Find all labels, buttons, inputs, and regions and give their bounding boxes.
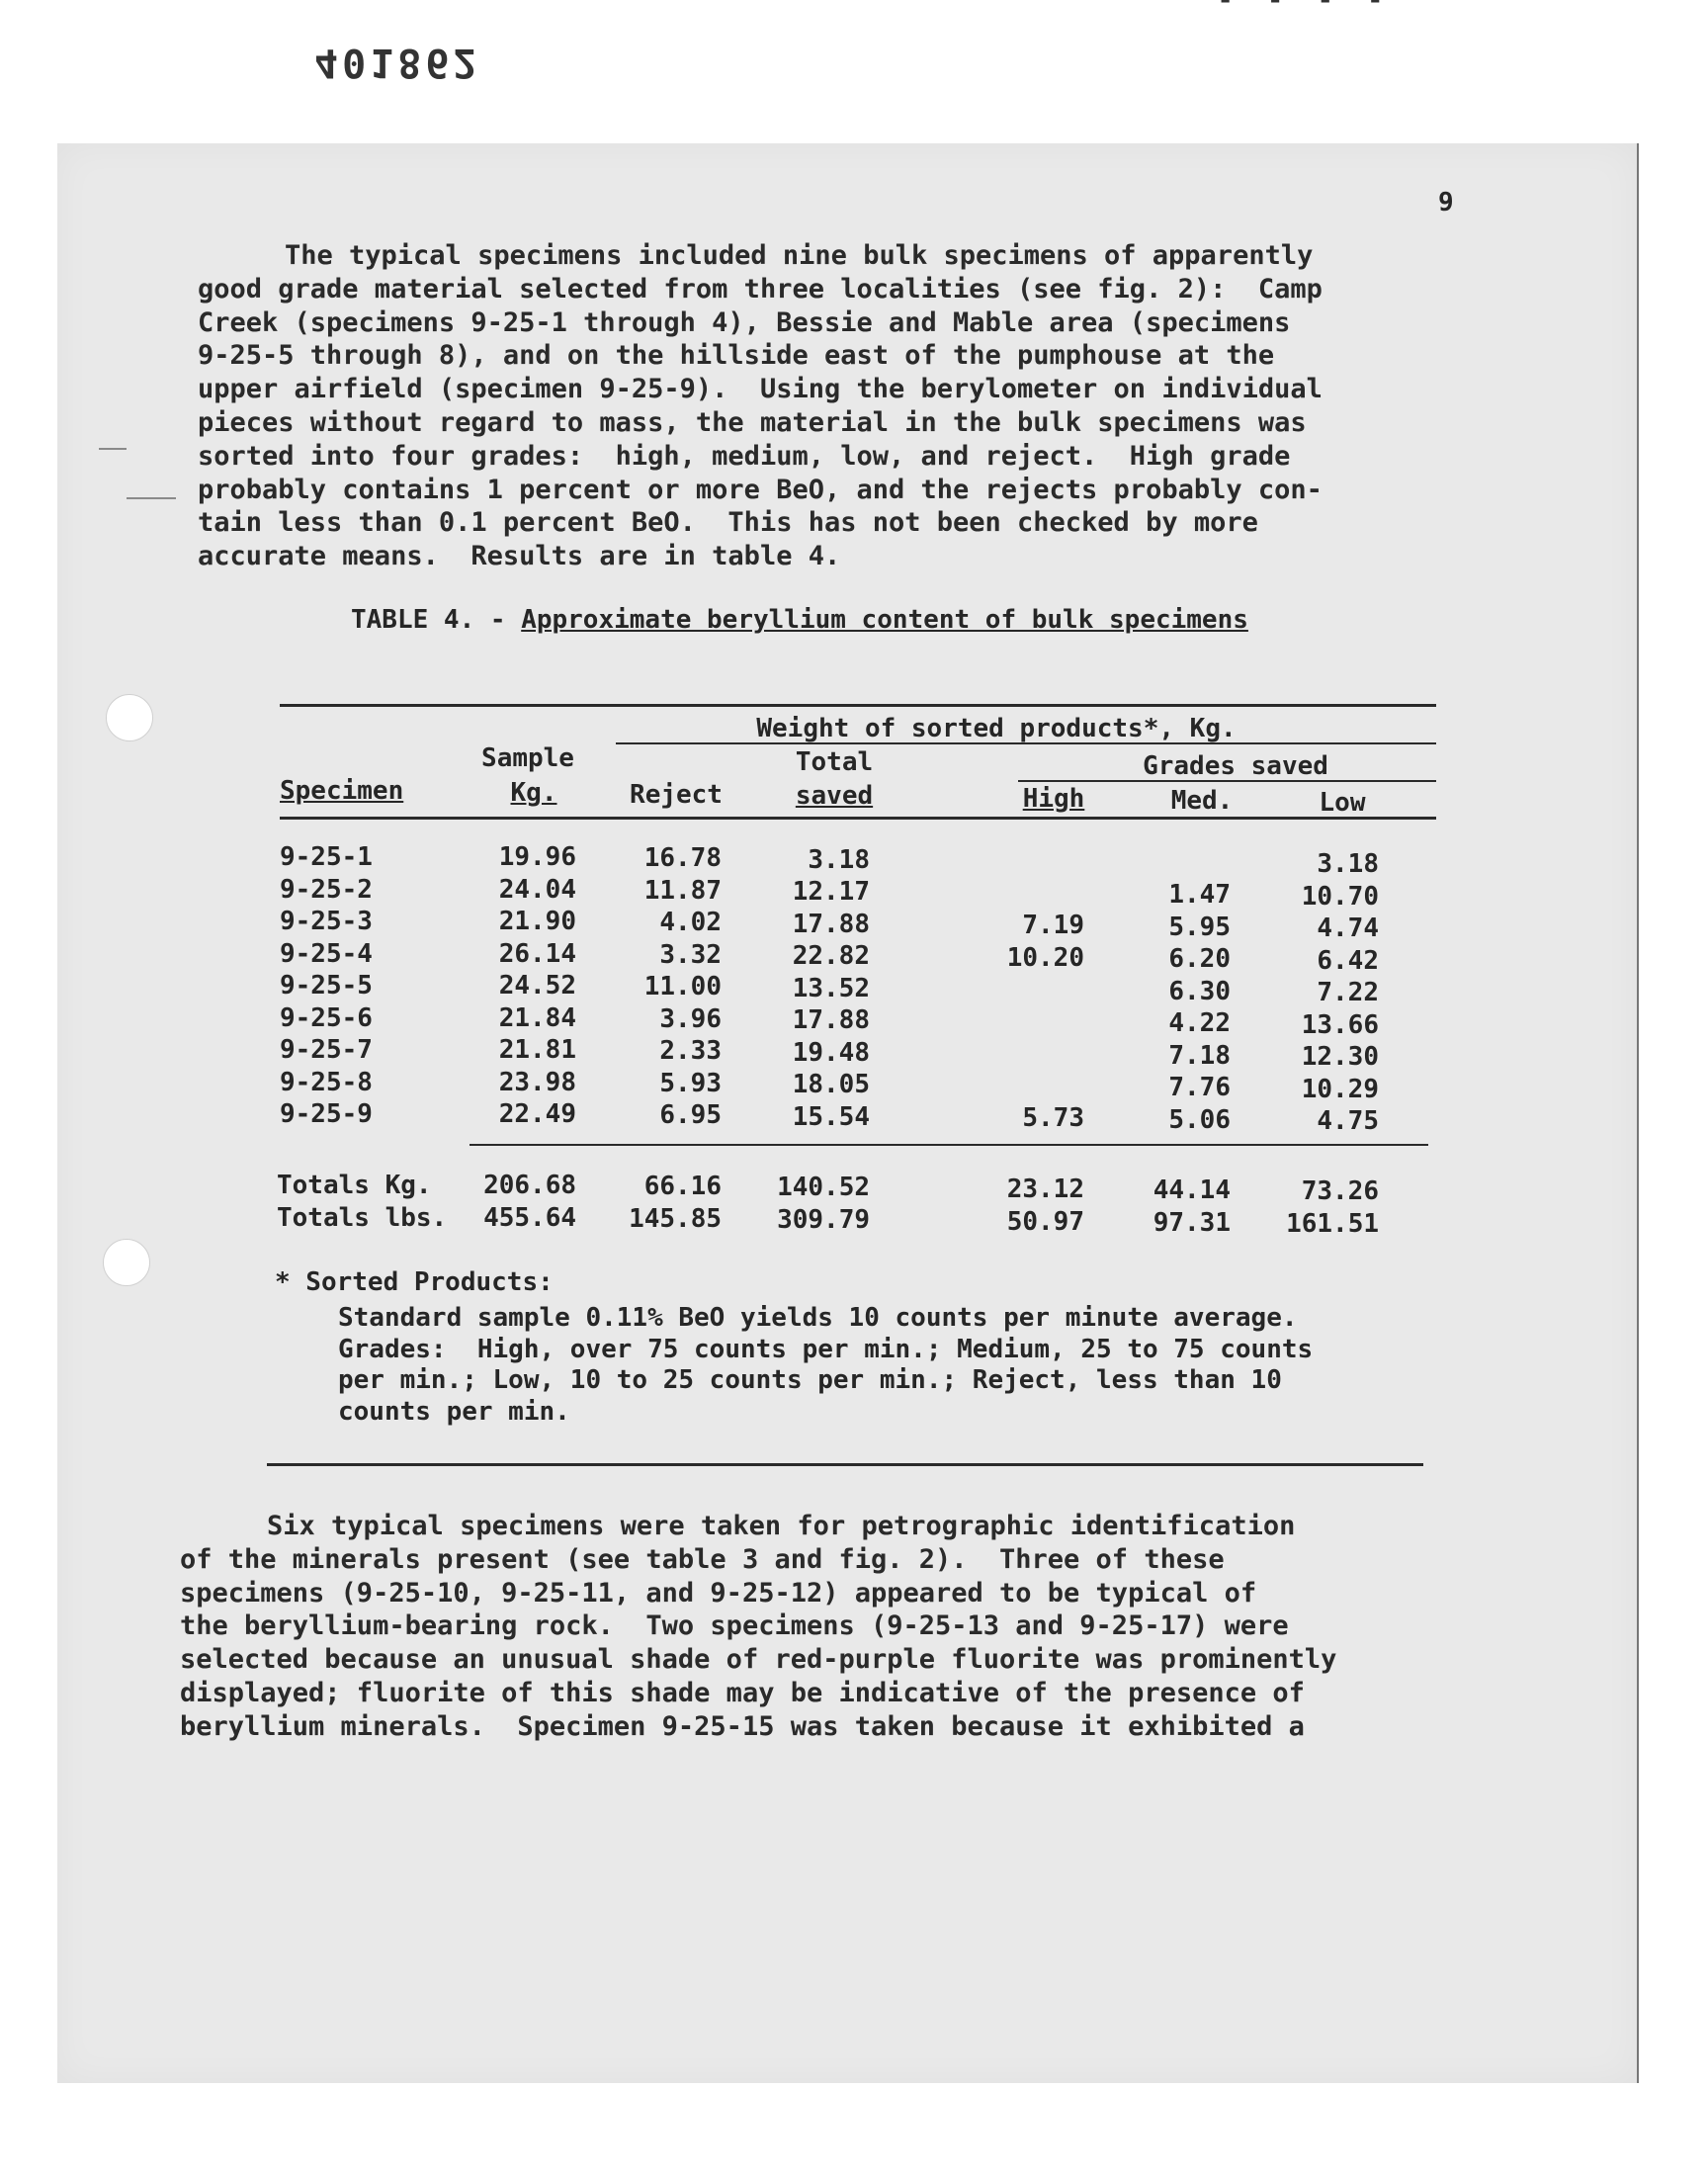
cell-reject: 11.87 [643,875,722,906]
cell-med: 4.22 [1168,1008,1231,1039]
totals-rule [470,1144,1428,1146]
cell-med: 6.20 [1168,944,1231,975]
cell-specimen: 9-25-1 [280,842,373,872]
footnote-line: Standard sample 0.11% BeO yields 10 counts per minute average. [338,1303,1298,1333]
cell-specimen: 9-25-6 [280,1002,373,1033]
cell-total: 22.82 [792,941,870,972]
cell-total-reject: 66.16 [643,1172,722,1202]
cell-total: 17.88 [792,909,870,939]
text-line: The typical specimens included nine bulk specimens of apparently [285,240,1314,271]
cell-specimen: 9-25-7 [280,1035,373,1065]
text-line: displayed; fluorite of this shade may be indicative of the presence of [180,1677,1305,1708]
header-high: High [1022,784,1085,814]
header-sample-line2: Kg. [510,778,557,808]
text-line: selected because an unusual shade of red-purple fluorite was prominently [180,1644,1337,1676]
cell-total: 19.48 [792,1037,870,1068]
cell-sample: 21.84 [498,1002,576,1033]
cell-total: 3.18 [808,844,870,875]
cell-med: 7.76 [1168,1073,1231,1103]
text-line: sorted into four grades: high, medium, low, and reject. High grade [198,440,1291,472]
cell-specimen: 9-25-3 [280,907,373,936]
table-caption [351,605,1248,635]
footnote-title: * Sorted Products: [275,1267,554,1297]
cell-total: 15.54 [792,1101,870,1132]
header-sample-line1: Sample [481,743,574,773]
header-reject: Reject [630,780,723,810]
cell-total: 12.17 [792,877,870,908]
cell-reject: 3.96 [659,1003,722,1034]
cell-total-total: 140.52 [777,1173,870,1203]
text-line: pieces without regard to mass, the material in the bulk specimens was [198,406,1307,438]
header-weight-sorted-products: Weight of sorted products*, Kg. [756,714,1237,743]
text-line: good grade material selected from three localities (see fig. 2): Camp [198,273,1323,304]
cell-med: 7.18 [1168,1040,1231,1071]
cell-reject: 3.32 [659,939,722,970]
cell-total-low: 161.51 [1286,1209,1379,1239]
cell-specimen: 9-25-9 [280,1099,373,1129]
header-med: Med. [1170,786,1234,816]
cell-sample: 24.52 [498,971,576,1000]
cell-low: 4.74 [1317,914,1379,943]
cell-low: 10.29 [1301,1074,1379,1104]
petrographic-paragraph [180,1510,1336,1744]
cell-low: 6.42 [1317,945,1379,976]
cell-specimen: 9-25-5 [280,971,373,1000]
cell-high: 7.19 [1022,911,1084,941]
cell-total-sample: 206.68 [483,1171,576,1200]
table-top-rule [280,704,1436,707]
cell-total-sample: 455.64 [483,1203,576,1233]
text-line: specimens (9-25-10, 9-25-11, and 9-25-12) appeared to be typical of [180,1577,1257,1609]
footnote-line: Grades: High, over 75 counts per min.; Medium, 25 to 75 counts [338,1334,1314,1364]
cell-sample: 19.96 [498,842,576,872]
footnote-line: per min.; Low, 10 to 25 counts per min.; Reject, less than 10 [338,1365,1282,1395]
top-edge-marks [1216,0,1391,18]
cell-specimen: 9-25-8 [280,1067,373,1097]
cell-low: 13.66 [1301,1009,1379,1040]
text-line: beryllium minerals. Specimen 9-25-15 was taken because it exhibited a [180,1710,1305,1742]
table-caption-prefix: TABLE 4. - [351,605,522,635]
table-bottom-rule [267,1463,1423,1466]
intro-paragraph [198,239,1323,573]
cell-high: 5.73 [1022,1103,1084,1134]
margin-mark [99,448,127,450]
text-line: upper airfield (specimen 9-25-9). Using the berylometer on individual [198,374,1323,405]
cell-reject: 5.93 [659,1068,722,1098]
cell-total-reject: 145.85 [629,1204,722,1235]
text-line: 9-25-5 through 8), and on the hillside east of the pumphouse at the [198,340,1275,372]
punch-hole-lower [103,1239,150,1286]
cell-specimen: 9-25-4 [280,938,373,969]
cell-sample: 21.90 [498,907,576,936]
cell-low: 4.75 [1317,1106,1379,1136]
cell-total-total: 309.79 [777,1205,870,1236]
cell-reject: 16.78 [643,843,722,874]
header-specimen: Specimen [280,776,404,806]
text-line: probably contains 1 percent or more BeO, and the rejects probably con- [198,474,1323,505]
cell-totals-label: Totals Kg. [277,1171,432,1200]
header-total-line1: Total [795,747,874,777]
cell-sample: 23.98 [498,1067,576,1097]
text-line: tain less than 0.1 percent BeO. This has not been checked by more [198,507,1258,539]
cell-specimen: 9-25-2 [280,874,373,905]
table-caption-title: Approximate beryllium content of bulk specimens [521,605,1248,635]
cell-med: 6.30 [1168,976,1231,1006]
header-grades-saved: Grades saved [1143,751,1328,781]
document-id-stamp: 401862 [314,40,481,85]
cell-total-high: 23.12 [1006,1174,1084,1204]
margin-mark [127,497,176,499]
cell-med: 1.47 [1168,880,1231,911]
cell-total-med: 97.31 [1153,1207,1231,1238]
page-number: 9 [1438,188,1454,218]
footnote-body [338,1303,1313,1428]
cell-totals-label: Totals lbs. [277,1203,448,1233]
cell-total-high: 50.97 [1006,1206,1084,1237]
header-total-line2: saved [795,781,874,811]
cell-high: 10.20 [1006,942,1084,973]
cell-reject: 4.02 [659,908,722,938]
column-header-rule [280,817,1436,820]
header-low: Low [1319,788,1366,818]
cell-total: 17.88 [792,1005,870,1036]
cell-low: 10.70 [1301,881,1379,912]
cell-reject: 2.33 [659,1036,722,1067]
cell-med: 5.06 [1168,1104,1231,1135]
text-line: accurate means. Results are in table 4. [198,541,841,572]
cell-total: 13.52 [792,973,870,1003]
cell-sample: 24.04 [498,874,576,905]
footnote-line: counts per min. [338,1396,570,1427]
punch-hole-upper [106,694,153,741]
cell-sample: 21.81 [498,1035,576,1065]
cell-low: 12.30 [1301,1042,1379,1072]
text-line: Six typical specimens were taken for petrographic identification [267,1511,1296,1541]
cell-total-med: 44.14 [1153,1174,1231,1205]
text-line: Creek (specimens 9-25-1 through 4), Bessie and Mable area (specimens [198,306,1291,338]
cell-sample: 26.14 [498,938,576,969]
cell-reject: 6.95 [659,1100,722,1131]
cell-sample: 22.49 [498,1099,576,1129]
text-line: the beryllium-bearing rock. Two specimens (9-25-13 and 9-25-17) were [180,1610,1289,1642]
cell-low: 3.18 [1317,849,1379,879]
cell-reject: 11.00 [643,972,722,1002]
cell-total: 18.05 [792,1070,870,1100]
cell-med: 5.95 [1168,912,1231,942]
cell-total-low: 73.26 [1301,1176,1379,1206]
cell-low: 7.22 [1317,978,1379,1007]
text-line: of the minerals present (see table 3 and fig. 2). Three of these [180,1543,1225,1575]
